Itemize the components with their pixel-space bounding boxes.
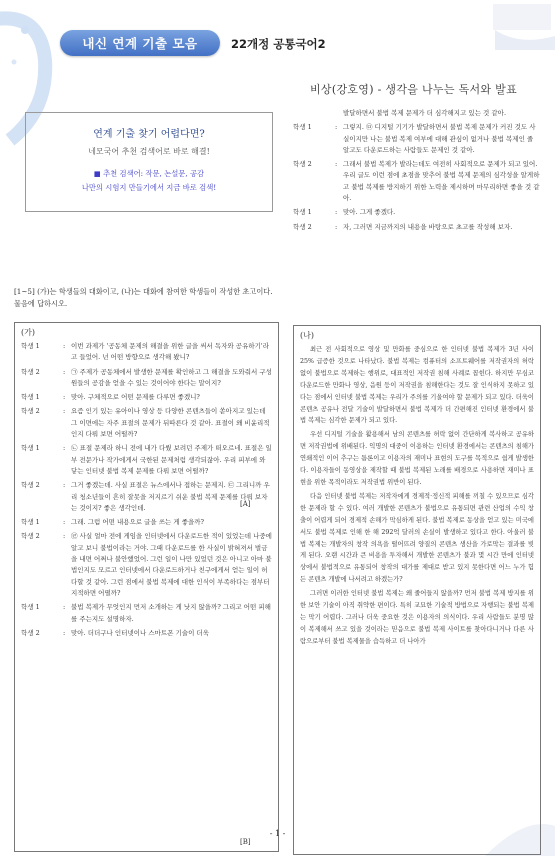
- speaker-label: 학생 2: [21, 628, 40, 637]
- promo-box: [25, 112, 273, 212]
- dialogue-continuation: [293, 108, 541, 316]
- speaker-colon: [335, 108, 343, 119]
- utterance-text: 그거 좋겠는데. 사실 표절은 뉴스에서나 접하는 문제지. ㉢ 그리니까 우리 청소년들이 흔히 잘못을 저지르기 쉬운 불법 복제 문제를 다뤄 보자는 것이지? 좋은 생각인데.: [71, 481, 270, 512]
- essay-body: [300, 344, 534, 648]
- dialogue-list: [21, 341, 272, 639]
- promo-note: 나만의 시험지 만들기에서 지금 바로 검색!: [81, 183, 217, 192]
- promo-keywords: ■ 추천 검색어: 작문, 논설문, 공감: [93, 169, 205, 178]
- dialogue-turn: [21, 628, 272, 639]
- utterance-text: 그렇지. ㉤ 디지털 기기가 발달하면서 불법 복제 문제가 커진 것도 사실이지만 나는 불법 복제 여부에 대해 관심이 없거나 불법 복제인 줄 알고도 다운로드하는 사람들도 문제인 것 같아.: [343, 123, 536, 154]
- utterance-text: 그래. 그럼 어떤 내용으로 글을 쓰는 게 좋을까?: [71, 518, 205, 527]
- dialogue-turn: [21, 531, 272, 599]
- series-badge: 내신 연계 기출 모음: [60, 30, 220, 56]
- utterance-text: ㉡ 표절 문제라 하니 전에 내가 다뤘 보려던 주제가 떠오르네. 표절은 일부 전문가나 작가에게서 국한된 문제처럼 생각되잖아. 우리 피부에 와 닿는 인터넷 불법 복제 문제를 다뤄 보면 어떨까?: [71, 444, 272, 475]
- promo-subtitle: 네모국어 추천 검색어로 바로 해결!: [88, 147, 210, 156]
- speaker-colon: :: [335, 222, 338, 231]
- dialogue-turn: [21, 367, 272, 390]
- utterance-text: 발달하면서 불법 복제 문제가 더 심각해지고 있는 것 같아.: [343, 109, 507, 117]
- speaker-colon: :: [335, 208, 338, 217]
- speaker-colon: :: [63, 518, 66, 527]
- question-stem: [14, 286, 279, 310]
- dialogue-turn: [293, 207, 541, 218]
- bracket-b-label: [B]: [240, 838, 251, 846]
- dialogue-turn: [293, 108, 541, 119]
- speaker-label: 학생 1: [293, 208, 312, 217]
- speaker-label: 학생 2: [293, 222, 312, 231]
- dialogue-turn: [21, 443, 272, 477]
- utterance-text: 요즘 인기 있는 유아이나 영상 등 다양한 콘텐츠들이 쏟아지고 있는데 그 이면에는 자주 표절의 문제가 뒤따른다 것 같아. 표절이 왜 비윤리적인지 다뤄 보면 어떨까?: [71, 407, 270, 439]
- speaker-label: 학생 1: [21, 393, 40, 402]
- passage-ga-box: [14, 322, 279, 852]
- speaker-label: 학생 2: [21, 532, 40, 541]
- dialogue-turn: [293, 222, 541, 233]
- speaker-label: 학생 1: [293, 123, 312, 132]
- essay-paragraph: 다음 인터넷 불법 복제는 저작자에게 경제적·정신적 피해를 끼칠 수 있으므로 심각한 문제라 할 수 있다. 여러 개발한 콘텐츠가 불법으로 유통되면 관련 산업의 수익 창출이 어렵게 되어 경제적 손해가 막심하게 된다. 불법 복제로 동상을 얻고 있는 미국에서도 불법 복제로 인해 한 해 292억 달러의 손실이 발생하고 있다고 한다. 아울러 불법 복제는 개발자의 창작 의욕을 떨어뜨려 양질의 콘텐츠 생산을 가로막는 결과를 빚게 된다. 오랜 시간과 큰 비용을 투자해서 개발한 콘텐츠가 불과 몇 시간 만에 인터넷상에서 불법적으로 유통되어 창작의 대가를 제대로 받고 있지 못한다면 어느 누가 힘든 콘텐츠 개발에 나서려고 하겠는가?: [300, 492, 534, 584]
- course-title: 22개정 공통국어2: [231, 37, 326, 51]
- speaker-colon: :: [63, 628, 66, 637]
- dialogue-turn: [293, 159, 541, 204]
- speaker-label: 학생 1: [21, 603, 40, 612]
- speaker-colon: :: [63, 393, 66, 402]
- dialogue-turn: [21, 480, 272, 514]
- page-number: - 1 -: [269, 829, 286, 838]
- utterance-text: 자, 그러면 지금까지의 내용을 바탕으로 초고를 작성해 보자.: [343, 222, 513, 231]
- speaker-label: [293, 108, 335, 119]
- promo-question: 연계 기출 찾기 어렵다면?: [93, 129, 205, 140]
- lesson-title: 비상(강호영) - 생각을 나누는 독서와 발표: [310, 83, 517, 96]
- utterance-text: 맞아. 더더구나 인터넷이나 스마트폰 기술이 더욱: [71, 628, 209, 637]
- speaker-colon: :: [63, 603, 66, 612]
- speaker-colon: :: [63, 532, 66, 541]
- speaker-label: 학생 2: [21, 407, 40, 416]
- speaker-colon: :: [335, 123, 338, 132]
- passage-na-box: [293, 325, 541, 855]
- passage-na-label: (나): [300, 331, 314, 340]
- dialogue-list-continued: [293, 108, 541, 316]
- speaker-colon: :: [63, 444, 66, 453]
- essay-paragraph: 그러면 이러한 인터넷 불법 복제는 왜 줄어들지 않을까? 먼저 불법 복제 방지를 위한 보안 기술이 아직 취약한 편이다. 특히 교묘한 기술적 방법으로 자행되는 불법 복제는 막기 어렵다. 그러나 더욱 중요한 것은 이용자의 의식이다. 우리 사람들도 분명 많이 복제해서 쓰고 있을 것이라는 믿음으로 불법 복제 사이트를 찾아다니거나 다른 사람으로부터 불법 복제물을 습득하고 더 나아가: [300, 590, 534, 645]
- speaker-colon: :: [63, 407, 66, 416]
- utterance-text: ㉣ 사실 얼마 전에 게임을 인터넷에서 다운로드한 적이 있었는데 나중에 알고 보니 불법이라는 거야. 그때 다운로드를 한 사실이 밝혀져서 벌금을 내면 어쩌나 불안했었어. 그런 일이 나만 있었던 것은 아니고 아마 불법인지도 모르고 인터넷에서 다운로드하거나 친구에게서 얻는 일이 허다할 것 같아. 그런 점에서 불법 복제에 대한 인식이 부족하다는 점부터 지적하면 어떨까?: [71, 532, 272, 597]
- utterance-text: 그래서 불법 복제가 발라는데도 여전히 사회적으로 문제가 되고 있어. 우리 글도 이런 점에 초점을 맞추어 불법 복제 문제의 심각성을 알게하고 불법 복제를 방지하기 위한 노력을 제시하며 마무리하면 좋을 것 같아.: [343, 160, 540, 203]
- bracket-a-label: [A]: [240, 500, 251, 508]
- speaker-colon: :: [63, 367, 66, 376]
- dialogue-turn: [21, 341, 272, 364]
- speaker-colon: :: [63, 342, 66, 350]
- essay-paragraph: 최근 전 사회적으로 영상 및 만화를 중심으로 한 인터넷 불법 복제가 3년 사이 25% 급증한 것으로 나타났다. 불법 복제는 컴퓨터의 소프트웨어를 저작권자의 허락 없이 불법으로 복제하는 행위로, 대표적인 저작권 침해 사례로 꼽힌다. 하지만 무심코 다운로드한 만화나 영상, 음원 등이 저작권을 침해한다는 것도 잘 인식하지 못하고 있다는 점에서 인터넷 불법 복제는 우리가 주의를 기울여야 할 문제가 되고 있다. 더욱이 콘텐츠 공유나 전달 기술이 발달하면서 불법 복제가 더 간편해진 인터넷 환경에서 불법 복제는 심각한 문제가 되고 있다.: [300, 346, 534, 425]
- speaker-label: 학생 2: [293, 160, 312, 169]
- speaker-label: 학생 1: [21, 342, 40, 350]
- utterance-text: ㉠ 주제가 공동체에서 발생한 문제를 확인하고 그 해결을 도와줘서 구성원들의 공감을 얻을 수 있는 것이어야 한다는 말이지?: [71, 367, 272, 387]
- utterance-text: 불법 복제가 무엇인지 먼저 소개하는 게 낫지 않을까? 그리고 어떤 피해를 주는지도 설명하자.: [71, 603, 271, 623]
- dialogue-turn: [21, 602, 272, 625]
- speaker-colon: :: [63, 481, 66, 490]
- speaker-label: 학생 1: [21, 444, 40, 453]
- speaker-label: 학생 1: [21, 518, 40, 527]
- utterance-text: 이번 과제가 '공동체 문제의 해결을 위한 글을 써서 독자와 공유하기'라고 들었어. 넌 어떤 방향으로 생각해 봤니?: [71, 342, 269, 362]
- passage-ga-label: (가): [21, 328, 35, 337]
- utterance-text: 맞아. 그게 좋겠다.: [343, 208, 396, 217]
- essay-paragraph: 우선 디지털 기술을 활용해서 남의 콘텐츠를 허락 없이 간단하게 복사하고 공유하면 저작권법에 위배된다. 익명의 대중이 이용하는 인터넷 환경에서는 콘텐츠의 침해가 연쇄적인 이어 추구는 틈론이고 이용자의 재미나 표현의 도구를 목적으로 쉽게 발생한다. 이용자들이 동영상을 제작할 때 불법 복제된 노래를 배경으로 사용하면 재미나 표현을 위한 목적이라도 저작권법 위반이 된다.: [300, 431, 534, 486]
- dialogue-turn: [21, 406, 272, 440]
- question-text: (가)는 학생들의 대화이고, (나)는 대화에 참여한 학생들이 작성한 초고이다. 물음에 답하시오.: [14, 287, 273, 308]
- utterance-text: 맞아. 구체적으로 어떤 문제를 다루면 좋겠니?: [71, 393, 200, 402]
- speaker-label: 학생 2: [21, 481, 40, 490]
- dialogue-turn: [21, 517, 272, 528]
- decorative-corner-top: [485, 0, 555, 50]
- dialogue-turn: [293, 122, 541, 156]
- dialogue-turn: [21, 392, 272, 403]
- question-number: [1~5]: [14, 287, 35, 296]
- speaker-colon: :: [335, 160, 338, 169]
- speaker-label: 학생 2: [21, 367, 40, 376]
